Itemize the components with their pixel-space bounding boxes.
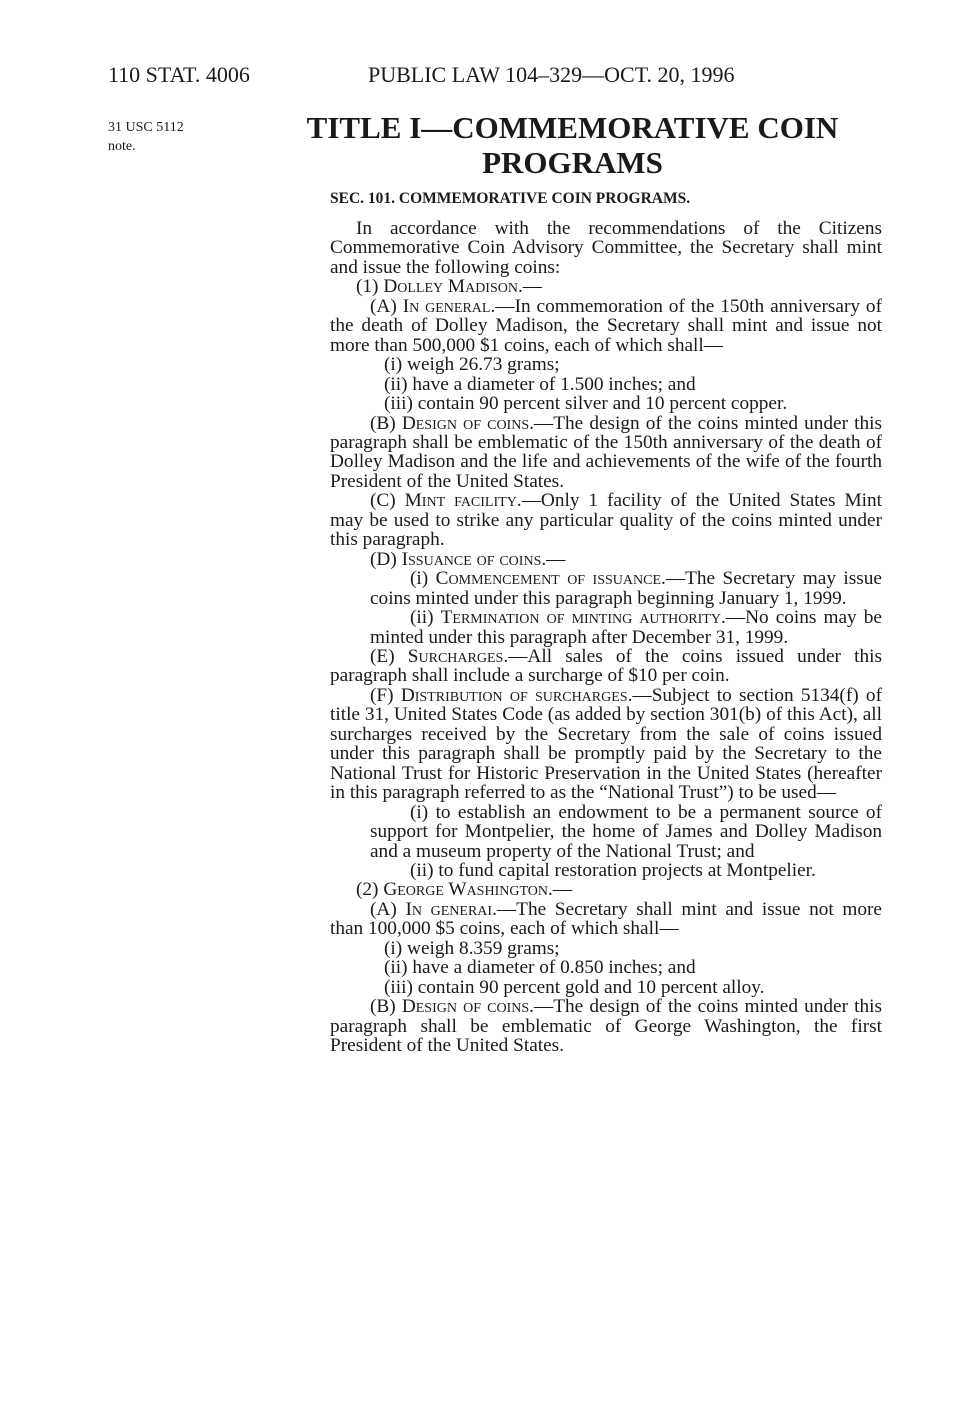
paragraph-number: (2) xyxy=(356,879,384,901)
clause-1f-i: (i) to establish an endowment to be a permanent source of support for Montpelier, the home of James and Dolley Madison and a museum property of the National Trust; and xyxy=(370,801,882,862)
clause-number: (i) xyxy=(410,568,436,590)
subparagraph-1f xyxy=(330,686,882,803)
subparagraph-text: —The design of the coins minted under this paragraph shall be emblematic of the 150th anniversary of the death of Dolley Madison and the life and achievements of the wife of the fourth President of the United States. xyxy=(330,412,882,492)
subparagraph-heading: Design of coins. xyxy=(401,996,534,1018)
subparagraph-1d xyxy=(330,550,882,569)
subparagraph-heading: Distribution of surcharges. xyxy=(400,684,633,706)
clause-1f-ii: (ii) to fund capital restoration projects at Montpelier. xyxy=(410,859,816,881)
subparagraph-number: (B) xyxy=(370,412,402,434)
margin-note-label: note. xyxy=(108,139,136,154)
subparagraph-heading: In general. xyxy=(402,295,496,317)
paragraph-2-heading xyxy=(330,880,882,899)
paragraph-number: (1) xyxy=(356,276,384,298)
heading-dash: — xyxy=(522,276,543,298)
subparagraph-number: (F) xyxy=(370,684,401,706)
title-line-1: TITLE I—COMMEMORATIVE COIN xyxy=(306,110,839,145)
intro-paragraph: In accordance with the recommendations of the Citizens Commemorative Coin Advisory Committee, the Secretary shall mint and issue the following coins: xyxy=(330,218,882,278)
clause-heading: Commencement of issuance. xyxy=(435,568,666,590)
subparagraph-text: —The Secretary shall mint and issue not more than 100,000 $5 coins, each of which shall— xyxy=(330,898,882,940)
paragraph-heading: George Washington. xyxy=(383,879,553,901)
subparagraph-heading: Issuance of coins. xyxy=(401,548,547,570)
public-law-citation: PUBLIC LAW 104–329—OCT. 20, 1996 xyxy=(368,62,735,87)
subparagraph-heading: Design of coins. xyxy=(401,412,534,434)
clause-1a-ii: (ii) have a diameter of 1.500 inches; and xyxy=(384,373,696,395)
clause-heading: Termination of minting authority. xyxy=(440,607,726,629)
subparagraph-number: (D) xyxy=(370,548,402,570)
subparagraph-2a xyxy=(330,900,882,939)
margin-note xyxy=(108,118,184,156)
clause-1a-i: (i) weigh 26.73 grams; xyxy=(384,354,560,376)
title-line-2: PROGRAMS xyxy=(482,145,663,180)
subparagraph-number: (E) xyxy=(370,645,408,667)
subparagraph-number: (A) xyxy=(370,295,403,317)
margin-note-citation: 31 USC 5112 xyxy=(108,120,184,135)
clause-text: —No coins may be minted under this paragraph after December 31, 1999. xyxy=(370,607,882,648)
subparagraph-number: (C) xyxy=(370,490,405,512)
subparagraph-heading: In generai. xyxy=(405,898,497,920)
subparagraph-1e xyxy=(330,647,882,686)
subparagraph-text: —All sales of the coins issued under this paragraph shall include a surcharge of $10 per coin. xyxy=(330,645,882,687)
clause-1d-i xyxy=(330,569,882,608)
subparagraph-heading: Surcharges. xyxy=(407,645,509,667)
subparagraph-text: —The design of the coins minted under this paragraph shall be emblematic of George Washington, the first President of the United States. xyxy=(330,996,882,1057)
section-heading: SEC. 101. COMMEMORATIVE COIN PROGRAMS. xyxy=(330,190,691,207)
subparagraph-text: —Only 1 facility of the United States Mint may be used to strike any particular quality of the coins minted under this paragraph. xyxy=(330,490,883,551)
heading-dash: — xyxy=(552,879,573,901)
clause-2a-ii: (ii) have a diameter of 0.850 inches; and xyxy=(384,957,696,979)
subparagraph-2b xyxy=(330,997,882,1055)
subparagraph-1c xyxy=(330,491,882,549)
paragraph-heading: Dolley Madison. xyxy=(383,276,523,298)
subparagraph-number: (B) xyxy=(370,996,402,1018)
clause-text: —The Secretary may issue coins minted under this paragraph beginning January 1, 1999. xyxy=(370,568,882,609)
subparagraph-text: —Subject to section 5134(f) of title 31, United States Code (as added by section 301(b) of this Act), all surcharges received by the Secretary from the sale of coins issued under this paragraph shall be promptly paid by the Secretary to the National Trust for Historic Preservation in the United States (hereafter in this paragraph referred to as the “National Trust”) to be used— xyxy=(330,684,882,804)
title-heading xyxy=(240,110,905,180)
subparagraph-1b xyxy=(330,414,882,492)
section-body xyxy=(330,219,882,1055)
heading-dash: — xyxy=(546,548,566,570)
clause-2a-iii: (iii) contain 90 percent gold and 10 percent alloy. xyxy=(384,976,765,998)
clause-1a-iii: (iii) contain 90 percent silver and 10 percent copper. xyxy=(384,393,788,415)
subparagraph-1a xyxy=(330,297,882,355)
paragraph-1-heading xyxy=(330,277,882,296)
clause-number: (ii) xyxy=(410,607,441,629)
clause-1d-ii xyxy=(330,608,882,647)
subparagraph-number: (A) xyxy=(370,898,406,920)
subparagraph-heading: Mint facility. xyxy=(404,490,522,512)
clause-2a-i: (i) weigh 8.359 grams; xyxy=(384,937,560,959)
page-header xyxy=(0,62,957,92)
subparagraph-text: —In commemoration of the 150th anniversary of the death of Dolley Madison, the Secretary shall mint and issue not more than 500,000 $1 coins, each of which shall— xyxy=(330,295,882,356)
stat-page-number: 110 STAT. 4006 xyxy=(108,62,250,87)
